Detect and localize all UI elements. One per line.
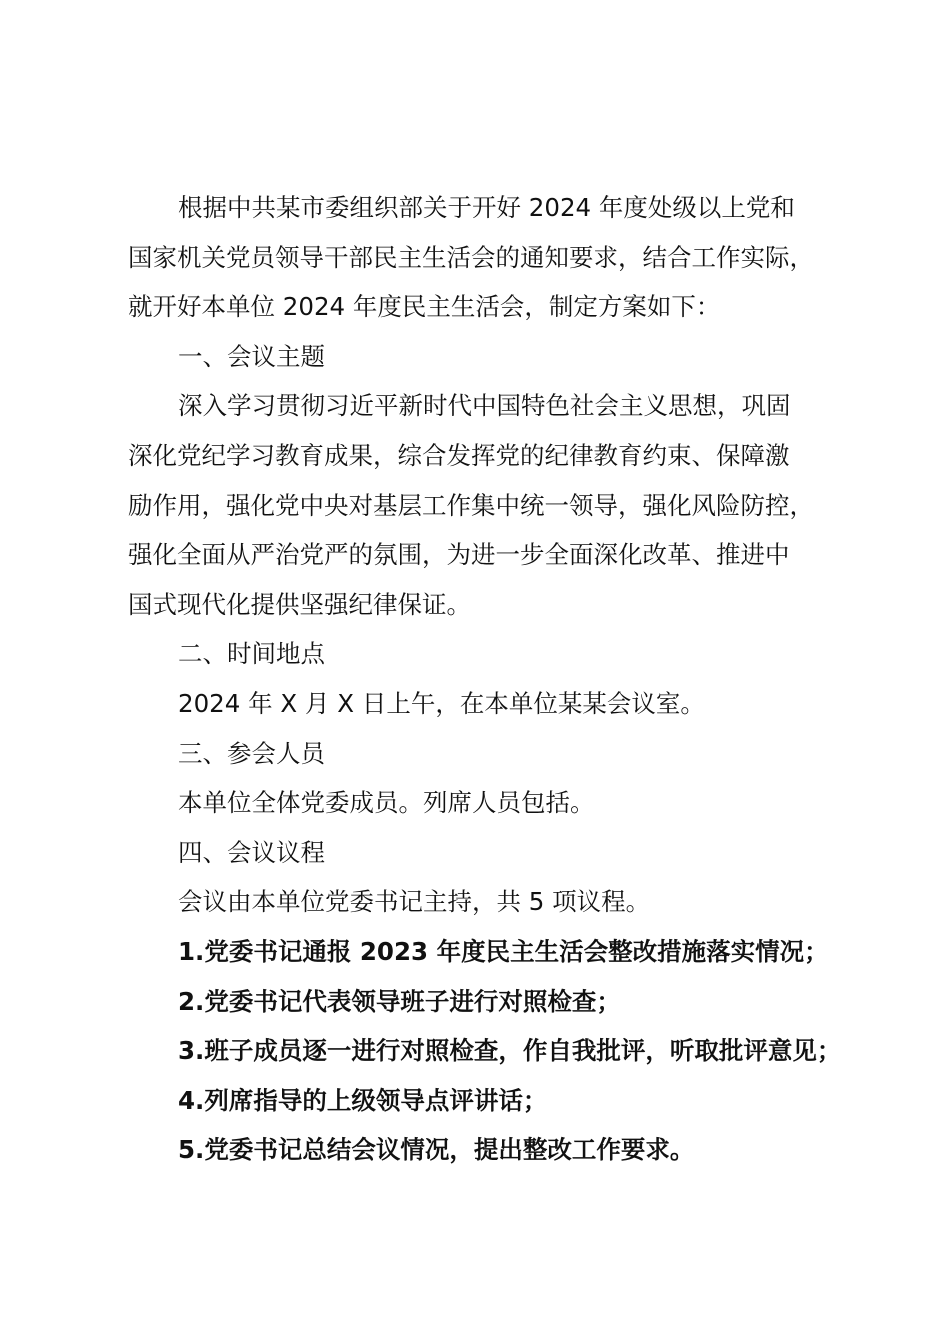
- agenda-item-3: 3.班子成员逐一进行对照检查，作自我批评，听取批评意见；: [178, 1036, 842, 1066]
- agenda-item-5: 5.党委书记总结会议情况，提出整改工作要求。: [178, 1135, 695, 1165]
- section-1-line-5: 国式现代化提供坚强纪律保证。: [128, 589, 471, 619]
- intro-line-3: 就开好本单位 2024 年度民主生活会，制定方案如下：: [128, 292, 721, 322]
- section-2-heading: 二、时间地点: [178, 639, 325, 669]
- section-3-text: 本单位全体党委成员。列席人员包括。: [178, 788, 595, 818]
- section-3-heading: 三、参会人员: [178, 738, 325, 768]
- agenda-item-4: 4.列席指导的上级领导点评讲话；: [178, 1085, 548, 1115]
- intro-paragraph: [128, 183, 853, 332]
- agenda-item-1: 1.党委书记通报 2023 年度民主生活会整改措施落实情况；: [178, 936, 829, 966]
- document-body: [128, 183, 853, 1175]
- section-2-text: 2024 年 X 月 X 日上午，在本单位某某会议室。: [178, 688, 705, 718]
- section-1-paragraph: [128, 381, 853, 629]
- intro-line-2: 国家机关党员领导干部民主生活会的通知要求，结合工作实际，: [128, 242, 814, 272]
- section-4-text: 会议由本单位党委书记主持，共 5 项议程。: [178, 887, 651, 917]
- section-1-heading: 一、会议主题: [178, 341, 325, 371]
- section-4-heading: 四、会议议程: [178, 837, 325, 867]
- intro-line-1: 根据中共某市委组织部关于开好 2024 年度处级以上党和: [178, 193, 795, 222]
- agenda-item-2: 2.党委书记代表领导班子进行对照检查；: [178, 986, 621, 1016]
- section-1-line-1: 深入学习贯彻习近平新时代中国特色社会主义思想，巩固: [178, 391, 791, 421]
- section-1-line-3: 励作用，强化党中央对基层工作集中统一领导，强化风险防控，: [128, 490, 814, 520]
- section-1-line-2: 深化党纪学习教育成果，综合发挥党的纪律教育约束、保障激: [128, 440, 790, 470]
- section-1-line-4: 强化全面从严治党严的氛围，为进一步全面深化改革、推进中: [128, 540, 790, 570]
